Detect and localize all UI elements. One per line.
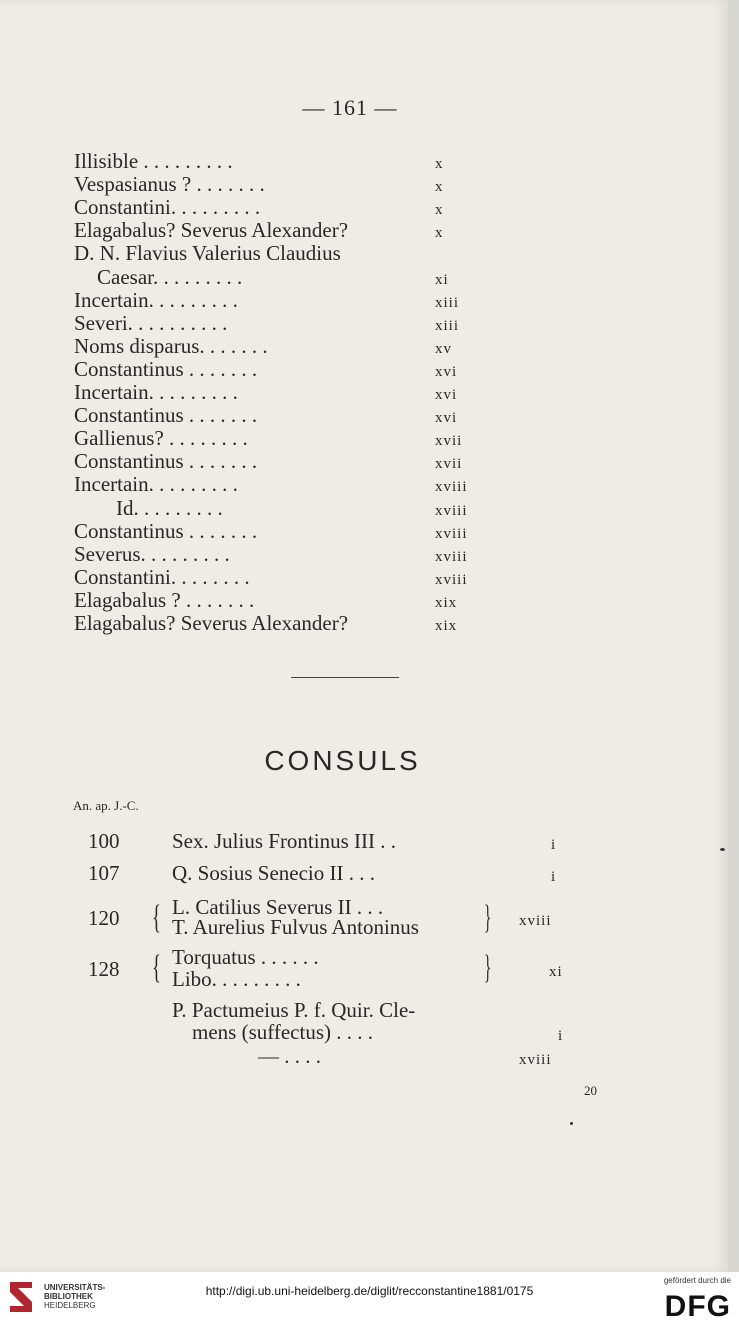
consul-year: 120: [88, 906, 120, 930]
consul-year: 107: [88, 861, 120, 885]
consul-roman: i: [551, 837, 557, 853]
consul-name-2: mens (suffectus) . . . .: [192, 1020, 373, 1044]
entry-name: Illisible . . . . . . . . .: [74, 149, 233, 173]
entry-roman: xviii: [435, 548, 468, 565]
consul-year: 100: [88, 829, 120, 853]
consul-roman: xviii: [519, 1052, 552, 1068]
entry-roman: xix: [435, 594, 458, 611]
consul-name-2: Libo. . . . . . . . .: [172, 967, 301, 991]
logo-line: HEIDELBERG: [44, 1301, 96, 1310]
consul-year: 128: [88, 957, 120, 981]
entry-name: Id. . . . . . . . .: [116, 495, 223, 520]
consul-name: — . . . .: [258, 1044, 321, 1068]
entry-name: Incertain. . . . . . . . .: [74, 472, 238, 497]
entry-name: Severus. . . . . . . . .: [74, 541, 230, 566]
ink-speck: [720, 848, 725, 851]
entry-roman: xviii: [435, 502, 468, 519]
entry-roman: xix: [435, 618, 458, 634]
entry-roman: xviii: [435, 525, 468, 542]
entry-roman: xvii: [435, 456, 463, 473]
page-number: — 161 —: [302, 95, 398, 120]
entry-name: Elagabalus? Severus Alexander?: [74, 611, 349, 635]
entry-name: Constantinus . . . . . . .: [74, 518, 258, 543]
entry-name: Constantinus . . . . . . .: [74, 403, 258, 428]
entry-roman: xvi: [435, 387, 458, 403]
entry-roman: xvii: [435, 433, 463, 450]
entry-roman: x: [435, 179, 444, 196]
entry-name: Gallienus? . . . . . . . .: [74, 426, 248, 451]
dfg-logo: DFG: [664, 1290, 731, 1323]
entry-roman: xviii: [435, 571, 468, 588]
entry-name: Elagabalus ? . . . . . . .: [74, 587, 255, 612]
entry-name: Constantini. . . . . . . .: [74, 564, 250, 589]
entry-roman: xv: [435, 340, 452, 357]
consul-name-2: T. Aurelius Fulvus Antoninus: [172, 915, 419, 939]
consul-roman: xi: [549, 964, 563, 980]
consul-roman: i: [551, 869, 557, 885]
ink-speck: [570, 1122, 573, 1125]
left-brace: {: [152, 899, 161, 936]
consul-name-1: P. Pactumeius P. f. Quir. Cle-: [172, 998, 416, 1022]
consul-name: Sex. Julius Frontinus III . .: [172, 829, 397, 853]
logo-line: BIBLIOTHEK: [44, 1292, 93, 1301]
right-brace: }: [484, 949, 492, 986]
consul-name-1: Torquatus . . . . . .: [172, 945, 319, 969]
entry-name: Caesar. . . . . . . . .: [97, 264, 243, 289]
entry-name: Incertain. . . . . . . . .: [74, 380, 238, 404]
consul-name-1: L. Catilius Severus II . . .: [172, 895, 384, 919]
entry-roman: xvi: [435, 363, 458, 380]
consuls-heading: CONSULS: [264, 745, 421, 776]
signature-mark: 20: [584, 1083, 597, 1098]
entry-roman: x: [435, 202, 444, 219]
entry-roman: xiii: [435, 317, 460, 334]
funded-by-label: gefördert durch die: [663, 1276, 731, 1285]
footer-bar: [0, 1272, 739, 1325]
entry-name: D. N. Flavius Valerius Claudius: [74, 241, 341, 266]
consul-roman: xviii: [519, 913, 552, 929]
entry-name: Elagabalus? Severus Alexander?: [74, 218, 349, 243]
source-url-link[interactable]: http://digi.ub.uni-heidelberg.de/diglit/recconstantine1881/0175: [205, 1284, 534, 1298]
section-rule: [291, 677, 399, 678]
entry-roman: xiii: [435, 294, 460, 311]
entry-name: Constantinus . . . . . . .: [74, 449, 258, 474]
right-brace: }: [484, 899, 492, 936]
entry-roman: xvi: [435, 410, 458, 427]
entry-roman: x: [435, 225, 444, 242]
entry-roman: xi: [435, 271, 449, 288]
logo-line: UNIVERSITÄTS-: [44, 1283, 106, 1292]
entry-roman: x: [435, 156, 444, 172]
entry-name: Noms disparus. . . . . . .: [74, 333, 268, 358]
entry-roman: xviii: [435, 479, 468, 496]
left-brace: {: [152, 949, 161, 986]
entry-name: Incertain. . . . . . . . .: [74, 287, 238, 312]
entry-name: Vespasianus ? . . . . . . .: [74, 172, 265, 197]
entry-name: Severi. . . . . . . . . .: [74, 310, 228, 335]
entry-name: Constantini. . . . . . . . .: [74, 195, 261, 220]
consul-name: Q. Sosius Senecio II . . .: [172, 861, 375, 885]
entry-name: Constantinus . . . . . . .: [74, 356, 258, 381]
era-label: An. ap. J.-C.: [73, 798, 139, 813]
consul-roman: i: [558, 1028, 564, 1044]
